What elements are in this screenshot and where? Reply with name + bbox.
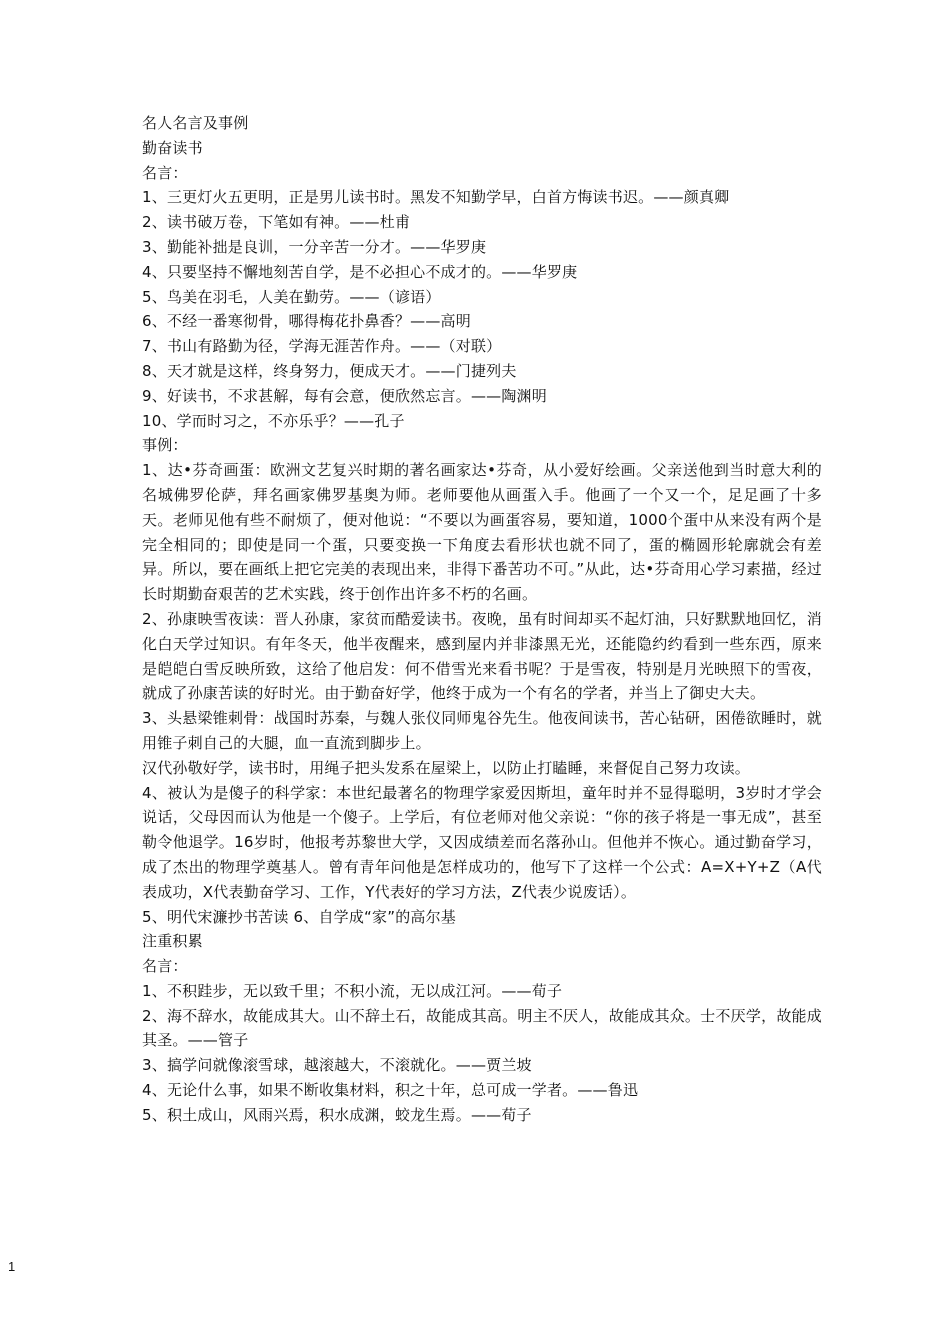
quote-item: 2、读书破万卷，下笔如有神。——杜甫: [142, 213, 411, 232]
document-title: 名人名言及事例: [142, 114, 249, 132]
example-item: 5、明代宋濂抄书苦读 6、自学成“家”的高尔基: [142, 907, 456, 926]
section-heading-diligent-reading: 勤奋读书: [142, 138, 203, 157]
quote-item: 6、不经一番寒彻骨，哪得梅花扑鼻香？——高明: [142, 312, 471, 331]
example-paragraph: 汉代孙敬好学，读书时，用绳子把头发系在屋梁上，以防止打瞌睡，来督促自己努力攻读。: [142, 758, 751, 777]
examples-label: 事例：: [142, 436, 188, 455]
section-heading-accumulation: 注重积累: [142, 932, 203, 951]
quote-item: 5、鸟美在羽毛，人美在勤劳。——（谚语）: [142, 287, 441, 306]
quotes-label: 名言：: [142, 957, 188, 976]
quote-item: 4、无论什么事，如果不断收集材料，积之十年，总可成一学者。——鲁迅: [142, 1081, 639, 1100]
quote-item: 9、好读书，不求甚解，每有会意，便欣然忘言。——陶渊明: [142, 386, 547, 405]
quote-item: 4、只要坚持不懈地刻苦自学，是不必担心不成才的。——华罗庚: [142, 262, 578, 281]
quote-item: 5、积土成山，风雨兴焉，积水成渊，蛟龙生焉。——荀子: [142, 1105, 532, 1124]
quote-item: 10、学而时习之，不亦乐乎？——孔子: [142, 411, 405, 430]
example-paragraph: 2、孙康映雪夜读：晋人孙康，家贫而酷爱读书。夜晚，虽有时间却买不起灯油，只好默默地回忆，消化白天学过知识。有年冬天，他半夜醒来，感到屋内并非漆黑无光，还能隐约约看到一些东西，原来是皑皑白雪反映所致，这给了他启发：何不借雪光来看书呢？于是雪夜，特别是月光映照下的雪夜，就成了孙康苦读的好时光。由于勤奋好学，他终于成为一个有名的学者，并当上了御史大夫。: [142, 609, 822, 703]
quote-item: 8、天才就是这样，终身努力，便成天才。——门捷列夫: [142, 361, 517, 380]
page-number: 1: [8, 1259, 16, 1274]
quote-item: 1、不积跬步，无以致千里；不积小流，无以成江河。——荀子: [142, 981, 563, 1000]
quote-item: 2、海不辞水，故能成其大。山不辞土石，故能成其高。明主不厌人，故能成其众。士不厌学，故能成其圣。——管子: [142, 1006, 822, 1050]
quote-item: 1、三更灯火五更明，正是男儿读书时。黑发不知勤学早，白首方悔读书迟。——颜真卿: [142, 188, 730, 207]
example-paragraph: 1、达•芬奇画蛋：欧洲文艺复兴时期的著名画家达•芬奇，从小爱好绘画。父亲送他到当时意大利的名城佛罗伦萨，拜名画家佛罗基奥为师。老师要他从画蛋入手。他画了一个又一个，足足画了十多天。老师见他有些不耐烦了，便对他说：“不要以为画蛋容易，要知道，1000个蛋中从来没有两个是完全相同的；即使是同一个蛋，只要变换一下角度去看形状也就不同了，蛋的椭圆形轮廓就会有差异。所以，要在画纸上把它完美的表现出来，非得下番苦功不可。”从此，达•芬奇用心学习素描，经过长时期勤奋艰苦的艺术实践，终于创作出许多不朽的名画。: [142, 461, 822, 604]
example-paragraph: 3、头悬梁锥刺骨：战国时苏秦，与魏人张仪同师鬼谷先生。他夜间读书，苦心钻研，困倦欲睡时，就用锥子刺自己的大腿，血一直流到脚步上。: [142, 709, 822, 752]
document-body: [142, 111, 822, 1128]
example-paragraph: 4、被认为是傻子的科学家：本世纪最著名的物理学家爱因斯坦，童年时并不显得聪明，3岁时才学会说话，父母因而认为他是一个傻子。上学后，有位老师对他父亲说：“你的孩子将是一事无成”，甚至勒令他退学。16岁时，他报考苏黎世大学，又因成绩差而名落孙山。但他并不恢心。通过勤奋学习，成了杰出的物理学奠基人。曾有青年问他是怎样成功的，他写下了这样一个公式：A=X+Y+Z（A代表成功，X代表勤奋学习、工作，Y代表好的学习方法，Z代表少说废话）。: [142, 783, 822, 901]
quotes-label: 名言：: [142, 163, 188, 182]
quote-item: 7、书山有路勤为径，学海无涯苦作舟。——（对联）: [142, 337, 502, 356]
quote-item: 3、搞学问就像滚雪球，越滚越大，不滚就化。——贾兰坡: [142, 1056, 532, 1075]
quote-item: 3、勤能补拙是良训，一分辛苦一分才。——华罗庚: [142, 237, 487, 256]
